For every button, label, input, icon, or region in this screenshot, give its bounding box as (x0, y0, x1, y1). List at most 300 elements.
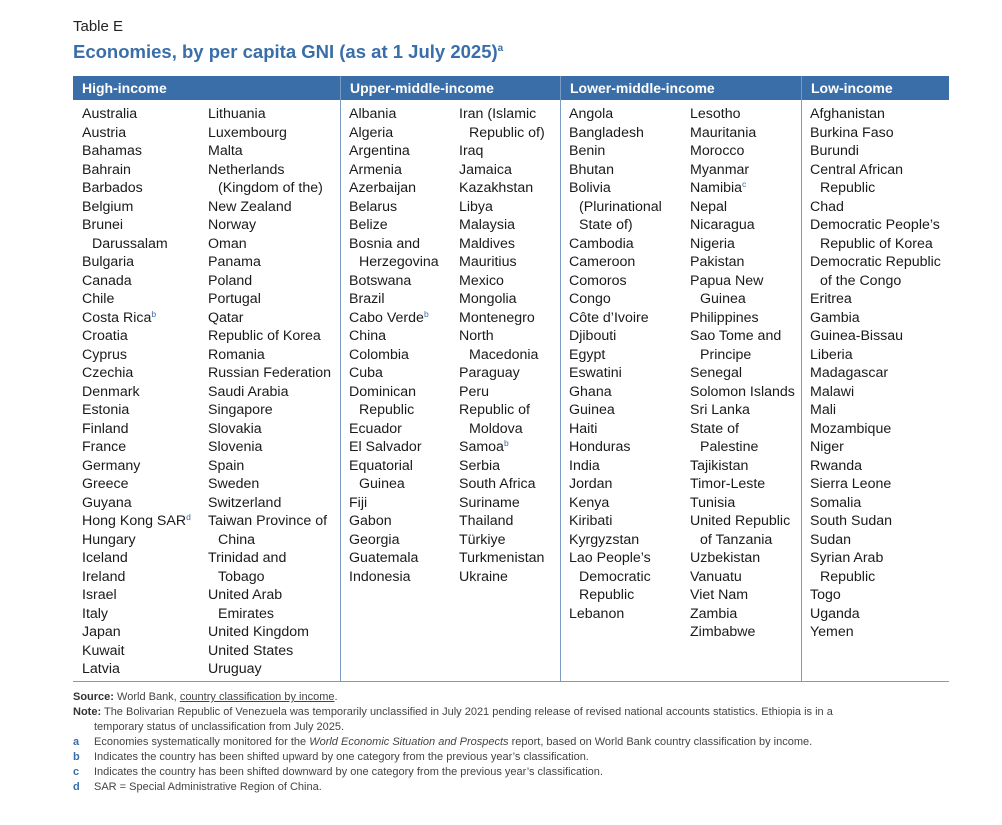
source-text: World Bank, (117, 691, 177, 703)
country-item (569, 142, 662, 161)
footnote-d (73, 780, 949, 795)
country-item (810, 216, 941, 235)
header-upper-middle-income: Upper-middle-income (350, 80, 494, 96)
country-name: France (82, 439, 127, 455)
country-name: Serbia (459, 457, 501, 474)
country-name: Portugal (208, 291, 261, 307)
country-item (690, 290, 795, 309)
country-item (569, 531, 662, 550)
country-item (208, 494, 331, 513)
country-name: South Africa (459, 476, 536, 492)
footnote-key: c (73, 766, 80, 778)
country-item (690, 161, 795, 180)
country-item (569, 586, 662, 605)
country-item (569, 457, 662, 476)
country-name: Afghanistan (810, 106, 885, 122)
country-item (690, 438, 795, 457)
country-item (349, 142, 439, 161)
country-name: Czechia (82, 365, 134, 381)
country-name: Armenia (349, 161, 402, 178)
country-item (810, 124, 941, 143)
country-name: of the Congo (820, 272, 902, 289)
country-name: China (349, 328, 387, 344)
country-item (349, 253, 439, 272)
country-name: Bosnia and (349, 235, 420, 252)
country-name: Republic of (459, 402, 530, 418)
country-name: Argentina (349, 143, 410, 159)
country-item (569, 512, 662, 531)
country-name: Mozambique (810, 420, 892, 437)
country-name: Jamaica (459, 161, 512, 178)
country-name: Nigeria (690, 235, 735, 252)
country-name: Benin (569, 143, 606, 159)
country-name: Ghana (569, 383, 612, 400)
country-item (82, 161, 191, 180)
country-item (208, 586, 331, 605)
country-name: Australia (82, 106, 138, 122)
country-item (82, 235, 191, 254)
source-label: Source: (73, 691, 114, 703)
header-high-income: High-income (82, 80, 167, 96)
country-name: Iran (Islamic (459, 106, 537, 122)
country-name: Lao People’s (569, 550, 651, 566)
country-item (208, 179, 331, 198)
country-name: Angola (569, 106, 614, 122)
country-item (208, 549, 331, 568)
country-name: Switzerland (208, 494, 282, 511)
footnote-a (73, 735, 949, 750)
country-item (810, 327, 941, 346)
country-name: Singapore (208, 402, 273, 418)
country-item (690, 401, 795, 420)
country-name: Haiti (569, 420, 598, 437)
country-item (349, 272, 439, 291)
country-name: Republic of Korea (208, 328, 321, 344)
country-name: United Arab (208, 587, 283, 603)
country-item (690, 420, 795, 439)
country-item (810, 198, 941, 217)
country-item (208, 198, 331, 217)
low-income-list (810, 105, 941, 642)
country-name: Burkina Faso (810, 124, 894, 141)
country-name: Taiwan Province of (208, 513, 328, 529)
country-item (349, 383, 439, 402)
country-item (810, 457, 941, 476)
country-item (82, 346, 191, 365)
country-item (208, 383, 331, 402)
country-item (690, 142, 795, 161)
country-item (459, 531, 545, 550)
country-name: Senegal (690, 365, 743, 381)
country-name: Timor-Leste (690, 476, 766, 492)
country-name: Viet Nam (690, 587, 749, 603)
footnotes (73, 735, 949, 795)
country-name: Dominican (349, 383, 417, 400)
country-item (569, 327, 662, 346)
country-item (349, 235, 439, 254)
country-name: New Zealand (208, 198, 292, 215)
country-name: Malaysia (459, 217, 515, 233)
footnote-text: SAR = Special Administrative Region of China. (94, 781, 322, 793)
country-name: Japan (82, 624, 121, 640)
country-item (690, 235, 795, 254)
country-name: Eritrea (810, 291, 852, 307)
country-name: Herzegovina (359, 254, 439, 270)
country-name: Mexico (459, 272, 504, 289)
note-continuation: temporary status of unclassification from July 2025. (94, 721, 345, 733)
country-item (459, 327, 545, 346)
country-item (349, 216, 439, 235)
country-name: Togo (810, 587, 841, 603)
country-name: Kazakhstan (459, 180, 534, 196)
country-name: Mongolia (459, 291, 517, 307)
country-name: Botswana (349, 272, 412, 289)
country-item (208, 124, 331, 143)
country-name: Zambia (690, 605, 738, 622)
country-item (349, 105, 439, 124)
country-name: Chile (82, 291, 115, 307)
country-name: Romania (208, 346, 265, 363)
country-item (208, 401, 331, 420)
country-item (349, 124, 439, 143)
country-name: Sao Tome and (690, 328, 782, 344)
country-item (690, 124, 795, 143)
country-name: Israel (82, 587, 117, 603)
country-name: Egypt (569, 346, 606, 363)
country-item (459, 346, 545, 365)
country-item (82, 401, 191, 420)
footnote-text: Economies systematically monitored for the (94, 736, 310, 748)
country-name: Mali (810, 402, 837, 418)
country-name: Philippines (690, 309, 759, 326)
country-item (349, 309, 439, 328)
lower-middle-income-list-1 (569, 105, 662, 623)
country-item (82, 531, 191, 550)
country-name: Somalia (810, 494, 862, 511)
country-item (459, 364, 545, 383)
note-line (73, 705, 949, 720)
country-item (459, 216, 545, 235)
country-name: Syrian Arab (810, 550, 884, 566)
country-item (690, 364, 795, 383)
country-name: Finland (82, 420, 129, 437)
footnote-mark: b (151, 308, 157, 319)
country-item (349, 401, 439, 420)
country-name: Paraguay (459, 365, 520, 381)
country-item (82, 420, 191, 439)
title-text: Economies, by per capita GNI (as at 1 July 2025) (73, 41, 498, 62)
country-item (82, 272, 191, 291)
country-item (208, 161, 331, 180)
country-item (82, 364, 191, 383)
country-item (569, 605, 662, 624)
country-item (690, 216, 795, 235)
country-name: Russian Federation (208, 365, 332, 381)
country-item (459, 198, 545, 217)
country-name: Saudi Arabia (208, 383, 289, 400)
country-item (569, 346, 662, 365)
country-name: Luxembourg (208, 124, 287, 141)
table-header (73, 76, 949, 100)
country-item (569, 401, 662, 420)
country-item (690, 327, 795, 346)
country-item (349, 549, 439, 568)
country-item (569, 568, 662, 587)
country-item (810, 438, 941, 457)
country-name: Barbados (82, 180, 143, 196)
country-item (208, 475, 331, 494)
note-label: Note: (73, 706, 102, 718)
country-item (82, 642, 191, 661)
country-item (208, 457, 331, 476)
country-item (810, 309, 941, 328)
country-name: Greece (82, 476, 129, 492)
country-item (349, 179, 439, 198)
country-name: Estonia (82, 402, 130, 418)
country-item (569, 235, 662, 254)
country-item (459, 235, 545, 254)
country-name: Central African (810, 161, 904, 178)
country-name: United Republic (690, 513, 791, 529)
country-name: Maldives (459, 235, 515, 252)
country-name: Indonesia (349, 568, 411, 585)
country-name: Chad (810, 198, 844, 215)
country-item (208, 623, 331, 642)
source-link[interactable]: country classification by income (179, 691, 335, 703)
country-name: Latvia (82, 661, 120, 677)
country-item (569, 272, 662, 291)
country-name: (Plurinational (579, 198, 662, 215)
country-item (690, 586, 795, 605)
country-item (349, 438, 439, 457)
country-name: Republic (359, 402, 415, 418)
footnote-text: Indicates the country has been shifted downward by one category from the previous year’s classification. (94, 766, 603, 778)
country-item (810, 346, 941, 365)
footnote-mark: c (742, 179, 747, 189)
footnote-mark: d (186, 512, 191, 522)
country-item (82, 586, 191, 605)
country-item (82, 142, 191, 161)
country-name: Equatorial (349, 457, 413, 474)
country-name: Comoros (569, 272, 627, 289)
country-name: Bahamas (82, 143, 142, 159)
country-name: State of (690, 420, 739, 437)
country-item (810, 586, 941, 605)
country-item (569, 549, 662, 568)
country-name: Republic of Korea (820, 235, 933, 252)
country-name: Morocco (690, 143, 745, 159)
country-name: Principe (700, 346, 752, 363)
country-name: Mauritania (690, 124, 757, 141)
country-name: Myanmar (690, 161, 750, 178)
country-name: Montenegro (459, 309, 535, 326)
country-name: Bangladesh (569, 124, 644, 141)
high-income-list-2 (208, 105, 331, 679)
country-item (690, 105, 795, 124)
country-item (208, 605, 331, 624)
country-name: State of) (579, 217, 633, 233)
country-name: Nepal (690, 198, 728, 215)
country-item (82, 290, 191, 309)
country-name: Lesotho (690, 106, 741, 122)
country-name: Austria (82, 124, 127, 141)
country-item (569, 420, 662, 439)
country-item (459, 253, 545, 272)
country-item (459, 475, 545, 494)
country-name: Iceland (82, 550, 128, 566)
country-item (82, 383, 191, 402)
country-item (208, 346, 331, 365)
country-name: Algeria (349, 124, 394, 141)
country-name: Tajikistan (690, 457, 749, 474)
country-item (810, 605, 941, 624)
country-item (349, 327, 439, 346)
country-item (349, 420, 439, 439)
country-item (82, 457, 191, 476)
country-name: Cambodia (569, 235, 634, 252)
country-name: Niger (810, 439, 844, 455)
country-name: of Tanzania (700, 531, 773, 548)
country-item (690, 549, 795, 568)
country-name: Hungary (82, 531, 136, 548)
country-item (690, 253, 795, 272)
country-name: Spain (208, 457, 245, 474)
country-item (690, 457, 795, 476)
note-text-1: The Bolivarian Republic of Venezuela was temporarily unclassified in July 2021 pending release of revised national accounts statistics. Ethiopia is in a (103, 706, 833, 718)
header-lower-middle-income: Lower-middle-income (570, 80, 715, 96)
country-name: Papua New (690, 272, 764, 289)
country-item (810, 494, 941, 513)
country-name: Moldova (469, 420, 523, 437)
country-name: Republic (579, 587, 635, 603)
country-item (459, 309, 545, 328)
country-name: Norway (208, 217, 257, 233)
country-item (208, 272, 331, 291)
country-item (82, 660, 191, 679)
country-item (82, 216, 191, 235)
country-item (82, 198, 191, 217)
country-name: Netherlands (208, 161, 285, 178)
footnote-key: d (73, 781, 80, 793)
country-name: Yemen (810, 624, 854, 640)
country-item (459, 142, 545, 161)
country-item (569, 198, 662, 217)
country-name: Kiribati (569, 513, 613, 529)
country-name: Namibia (690, 180, 743, 196)
country-item (349, 475, 439, 494)
country-name: Lebanon (569, 605, 625, 622)
country-name: Côte d’Ivoire (569, 309, 649, 326)
country-name: Madagascar (810, 365, 889, 381)
country-item (82, 309, 191, 328)
country-item (208, 420, 331, 439)
country-name: Cabo Verde (349, 309, 424, 326)
country-item (569, 364, 662, 383)
country-name: Hong Kong SAR (82, 513, 187, 529)
country-name: Republic (820, 568, 876, 585)
country-name: Germany (82, 457, 141, 474)
country-name: Gabon (349, 513, 392, 529)
country-item (349, 198, 439, 217)
country-name: Tobago (218, 568, 265, 585)
country-item (459, 549, 545, 568)
table-title (73, 41, 503, 63)
country-name: Lithuania (208, 106, 266, 122)
country-item (690, 309, 795, 328)
country-name: Türkiye (459, 531, 506, 548)
country-item (349, 568, 439, 587)
table-notes (73, 690, 949, 795)
country-item (82, 549, 191, 568)
country-name: Uganda (810, 605, 860, 622)
country-item (690, 383, 795, 402)
country-item (569, 124, 662, 143)
country-name: Kyrgyzstan (569, 531, 640, 548)
title-footnote-mark: a (497, 42, 504, 54)
country-item (459, 161, 545, 180)
country-name: Congo (569, 291, 611, 307)
country-item (459, 124, 545, 143)
country-item (459, 494, 545, 513)
country-item (349, 346, 439, 365)
country-item (810, 401, 941, 420)
country-name: Bolivia (569, 180, 611, 196)
country-name: Guyana (82, 494, 132, 511)
country-item (208, 253, 331, 272)
country-name: Denmark (82, 383, 140, 400)
country-name: Peru (459, 383, 489, 400)
country-name: Jordan (569, 476, 613, 492)
country-item (459, 568, 545, 587)
country-name: Democratic (579, 568, 651, 585)
country-item (690, 494, 795, 513)
country-name: Colombia (349, 346, 409, 363)
country-item (208, 512, 331, 531)
country-item (810, 161, 941, 180)
country-name: Emirates (218, 605, 274, 622)
country-name: Macedonia (469, 346, 539, 363)
country-item (810, 383, 941, 402)
country-item (810, 512, 941, 531)
country-item (459, 383, 545, 402)
country-item (82, 623, 191, 642)
country-item (208, 438, 331, 457)
footnote-text: Indicates the country has been shifted upward by one category from the previous year’s classification. (94, 751, 589, 763)
country-item (208, 105, 331, 124)
country-name: North (459, 328, 494, 344)
country-name: Democratic Republic (810, 254, 941, 270)
country-item (82, 327, 191, 346)
country-name: Palestine (700, 439, 759, 455)
country-item (569, 290, 662, 309)
country-name: Djibouti (569, 328, 617, 344)
footnote-text-end: report, based on World Bank country classification by income. (508, 736, 813, 748)
country-name: Democratic People’s (810, 217, 940, 233)
country-name: Tunisia (690, 494, 736, 511)
country-name: Pakistan (690, 254, 745, 270)
country-name: Rwanda (810, 457, 863, 474)
country-item (690, 475, 795, 494)
country-name: Trinidad and (208, 550, 287, 566)
country-item (82, 494, 191, 513)
country-item (208, 642, 331, 661)
country-name: Guinea (700, 291, 746, 307)
country-name: Ukraine (459, 568, 508, 585)
country-name: (Kingdom of the) (218, 180, 323, 196)
country-name: Uruguay (208, 661, 262, 677)
country-item (690, 346, 795, 365)
country-item (349, 364, 439, 383)
